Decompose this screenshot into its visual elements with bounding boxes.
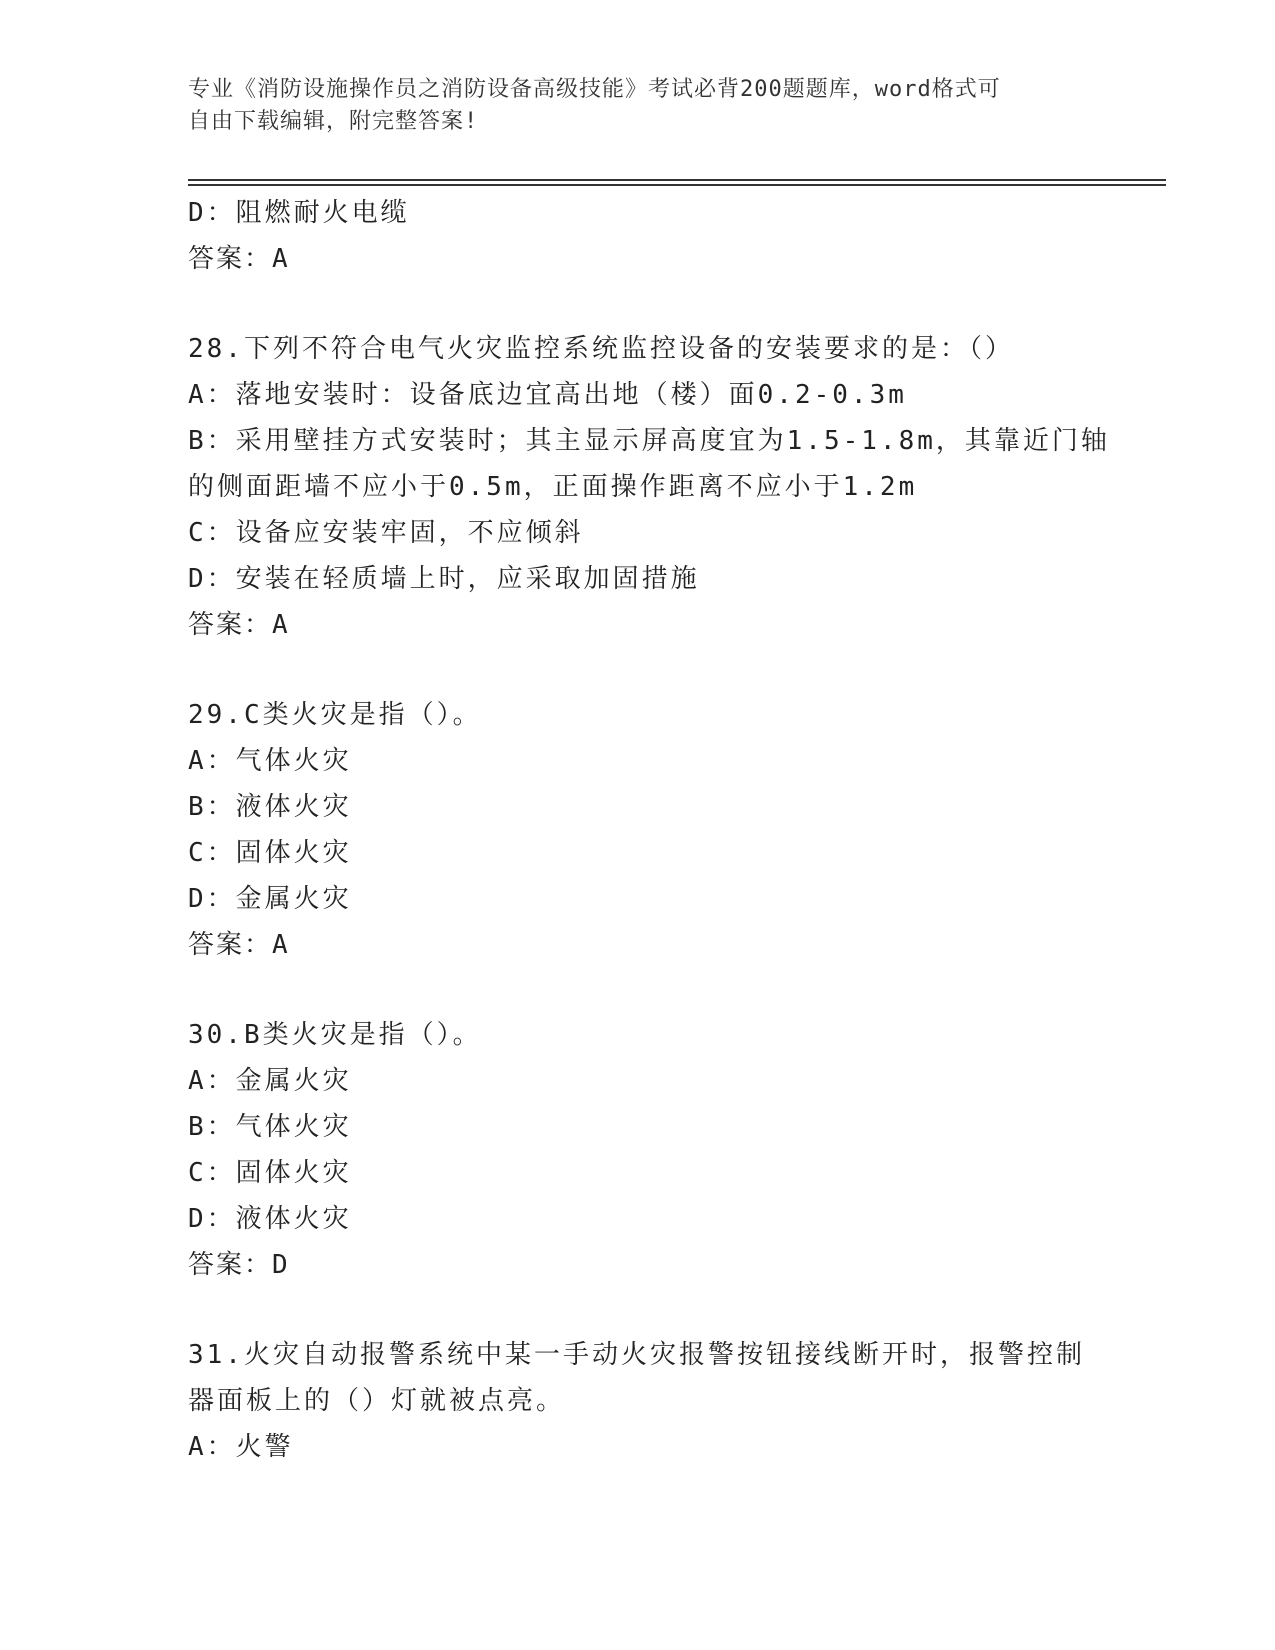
question-27-tail [188, 190, 1148, 282]
option-b: B：气体火灾 [188, 1112, 352, 1142]
option-d: D：阻燃耐火电缆 [188, 198, 410, 228]
option-c: C：固体火灾 [188, 838, 352, 868]
option-c: C：固体火灾 [188, 1158, 352, 1188]
option-a: A：落地安装时：设备底边宜高出地（楼）面0.2-0.3m [188, 380, 907, 410]
question-31 [188, 1332, 1148, 1470]
option-d: D：液体火灾 [188, 1204, 352, 1234]
document-body [188, 190, 1148, 1470]
answer: 答案：A [188, 244, 290, 274]
question-stem-line-2: 器面板上的（）灯就被点亮。 [188, 1386, 566, 1416]
document-header [188, 74, 1088, 138]
question-stem-line-1: 31.火灾自动报警系统中某一手动火灾报警按钮接线断开时，报警控制 [188, 1340, 1085, 1370]
header-rule-bottom [188, 184, 1166, 186]
question-stem: 29.C类火灾是指（）。 [188, 700, 482, 730]
question-28 [188, 326, 1148, 648]
header-rule-top [188, 179, 1166, 181]
option-a: A：金属火灾 [188, 1066, 352, 1096]
question-30 [188, 1012, 1148, 1288]
option-a: A：气体火灾 [188, 746, 352, 776]
answer: 答案：A [188, 610, 290, 640]
option-d: D：安装在轻质墙上时，应采取加固措施 [188, 564, 700, 594]
option-d: D：金属火灾 [188, 884, 352, 914]
header-line-2: 自由下载编辑，附完整答案! [188, 109, 479, 134]
question-stem: 30.B类火灾是指（）。 [188, 1020, 482, 1050]
option-b-line-1: B：采用壁挂方式安装时；其主显示屏高度宜为1.5-1.8m，其靠近门轴 [188, 426, 1110, 456]
header-line-1: 专业《消防设施操作员之消防设备高级技能》考试必背200题题库，word格式可 [188, 77, 1001, 102]
question-29 [188, 692, 1148, 968]
option-b: B：液体火灾 [188, 792, 352, 822]
option-b-line-2: 的侧面距墙不应小于0.5m，正面操作距离不应小于1.2m [188, 472, 918, 502]
question-stem: 28.下列不符合电气火灾监控系统监控设备的安装要求的是：（） [188, 334, 1014, 364]
answer: 答案：D [188, 1250, 290, 1280]
answer: 答案：A [188, 930, 290, 960]
option-c: C：设备应安装牢固，不应倾斜 [188, 518, 584, 548]
option-a: A：火警 [188, 1432, 294, 1462]
